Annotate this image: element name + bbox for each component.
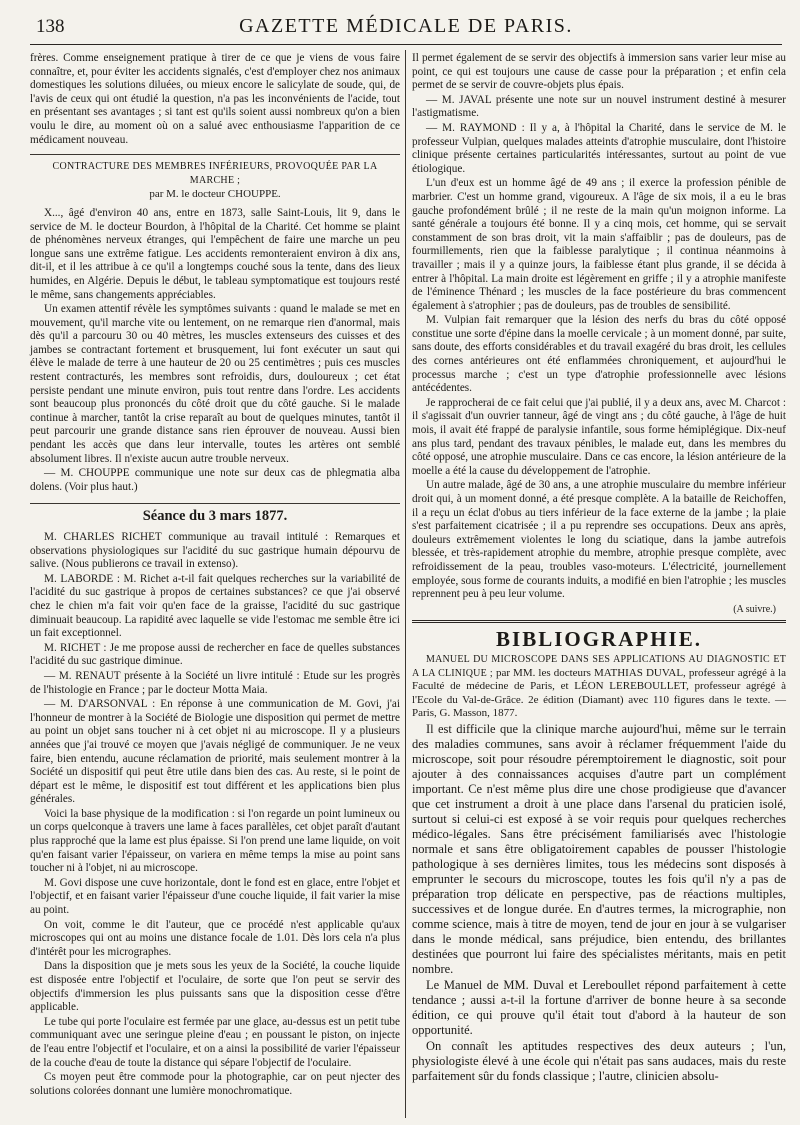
section-divider: [412, 620, 786, 623]
bibliography-entry: [412, 653, 786, 721]
to-be-continued: (A suivre.): [733, 603, 776, 615]
paragraph: M. CHARLES RICHET communique au travail intitulé : Remarques et observations physiologiques sur l'acidité du suc gastrique humain dépourvu de salive. (Nous publierons ce travail in extenso).: [30, 531, 400, 571]
left-column: [30, 52, 400, 1099]
article-byline: par M. le docteur CHOUPPE.: [149, 188, 281, 201]
paragraph: Il permet également de se servir des objectifs à immersion sans varier leur mise au point, ce qui est toujours une cause de casse pour la préparation ; et enfin cela permet de se servir de couvre-objets plus épais.: [412, 52, 786, 92]
paragraph: Dans la disposition que je mets sous les yeux de la Société, la couche liquide est disposée entre l'objectif et l'oculaire, de sorte que l'on peut se servir des objectifs d'immersion les plus puissants sans que la disposition cesse d'être applicable.: [30, 960, 400, 1014]
column-rule: [405, 50, 406, 1118]
paragraph: — M. CHOUPPE communique une note sur deux cas de phlegmatia alba dolens. (Voir plus haut.): [30, 467, 400, 493]
paragraph: Un autre malade, âgé de 30 ans, a une atrophie musculaire du membre inférieur droit qui, à un moment donné, a été presque complète. A la bataille de Reichoffen, il a reçu un éclat d'obus au tiers inférieur de la face externe de la jambe ; la plaie s'est parfaitement cicatrisée ; il a pu reprendre ses occupations. Deux ans après, douleurs extrêmement violentes le long du sciatique, dans la jambe autrefois blessée, et très-rapidement atrophie du membre, atrophie presque complète, avec refroidissement de la peau, troubles vaso-moteurs. L'électricité, journellement employée, sous forme de courants induits, a modifié en bien l'atrophie ; les muscles reprennent peu à peu leur volume.: [412, 479, 786, 601]
book-title: MANUEL DU MICROSCOPE DANS SES APPLICATIONS AU DIAGNOSTIC ET A LA CLINIQUE ;: [412, 653, 786, 679]
paragraph: On voit, comme le dit l'auteur, que ce procédé n'est applicable qu'aux microscopes qui ont au moins une distance focale de 1.01. Dès lors cela n'a plus d'intérêt pour les micrographes.: [30, 918, 400, 958]
paragraph: — M. D'ARSONVAL : En réponse à une communication de M. Govi, j'ai l'honneur de montrer à la Société de Biologie une disposition qui permet de mettre au point un objet sans toucher ni à cet objet ni au microscope. Il y a plusieurs années que j'ai trouvé ce moyen que j'avais négligé de communiquer. Je ne veux faire, bien entendu, aucune réclamation de priorité, mais seulement montrer à la Société un dispositif qui peut être utile dans bien des cas. Au reste, si le point de départ est le même, le dispositif est tout différent et les applications bien plus générales.: [30, 698, 400, 806]
paragraph: M. RICHET : Je me propose aussi de rechercher en face de quelles substances l'acidité du suc gastrique diminue.: [30, 641, 400, 668]
paragraph: Il est difficile que la clinique marche aujourd'hui, même sur le terrain des maladies communes, sans avoir à réclamer fréquemment l'aide du microscope, soit pour résoudre péremptoirement le diagnostic, soit pour ajouter à des connaissances acquises d'autre part un complément important. Ce n'est même plus dire une chose prodigieuse que d'avancer que cet instrument a droit à une place dans l'arsenal du praticien isolé, surtout si celui-ci est exposé à se voir requis pour quelques recherches médico-légales. Sans être précisément familiarisés avec l'histologie normale et sans être obligatoirement capables de pousser l'histologie pathologique à ses dernières limites, tous les médecins sont disposés à emprunter le secours du microscope, toutes les fois qu'il n'y a pas de préparation trop délicate en perspective, pas de réactions multiples, successives et de longue durée. En d'autres termes, la micrographie, non comme science, mais à titre de moyen, tend de jour en jour à se vulgariser dans le monde médical, sans préjudice, bien entendu, des brillantes destinées que pourront lui faire des spécialistes méritants, mais en petit nombre.: [412, 721, 786, 976]
paragraph: M. Govi dispose une cuve horizontale, dont le fond est en glace, entre l'objet et l'objectif, et en faisant varier l'épaisseur d'une couche liquide, il fait varier la mise au point.: [30, 876, 400, 917]
paragraph: Un examen attentif révèle les symptômes suivants : quand le malade se met en mouvement, qu'il marche vite ou lentement, on ne remarque rien d'anormal, mais dès qu'il a parcouru 30 ou 40 mètres, les muscles extenseurs des cuisses et des jambes se contractant fortement et brusquement, lui font exécuter un saut qui élève le malade de terre à une hauteur de 20 ou 25 centimètres ; puis ces muscles restent contracturés, les membres sont refroidis, durs, douloureux ; cet état persiste pendant une minute environ, puis tout rentre dans l'ordre. Les accidents sont beaucoup plus prononcés du côté droit que du côté gauche. Si le malade continue à marcher, tantôt la crise reparaît au bout de quelques minutes, tantôt il peut parcourir une grande distance sans rien éprouver de nouveau. Aussi bien pendant les accès que dans leur intervalle, toutes les artères ont semblé absolument libres. Il n'existe aucun autre trouble nerveux.: [30, 303, 400, 465]
session-heading: Séance du 3 mars 1877.: [30, 503, 400, 524]
paragraph: Cs moyen peut être commode pour la photographie, car on peut njecter des solutions colorées donnant une lumière monochromatique.: [30, 1071, 400, 1097]
paragraph: L'un d'eux est un homme âgé de 49 ans ; il exerce la profession pénible de marbrier. C'est un homme grand, vigoureux. A l'âge de six mois, il a eu le bras gauche profondément brûlé ; il ne reste de la main qu'un moignon informe. La santé générale a toujours été bonne. Il y a cinq mois, cet homme, qui se servait constamment de son bras droit, vit la main s'affaiblir ; pas de douleurs, pas de fourmillements, rien que la faiblesse paralytique ; il continua néanmoins à travailler ; mais il y a quinze jours, la faiblesse étant plus grande, il se décida à entrer à l'hôpital. La main droite est légèrement en griffe ; il y a atrophie manifeste de l'éminence Thénard ; les muscles de la face postérieure du bras commencent également à s'atrophier ; pas de douleurs, pas de troubles de sensibilité.: [412, 177, 786, 312]
journal-title: GAZETTE MÉDICALE DE PARIS.: [239, 15, 573, 37]
right-column: [412, 52, 786, 1085]
paragraph: Le tube qui porte l'oculaire est fermée par une glace, au-dessus est un petit tube communiquant avec une seringue pleine d'eau ; en poussant le piston, on injecte de l'eau entre l'objectif et l'oculaire, et on a ainsi la possibilité de varier l'épaisseur de la couche d'eau de toute la distance qui sépare l'objectif de l'oculaire.: [30, 1015, 400, 1069]
page-header: [30, 10, 782, 45]
paragraph: M. Vulpian fait remarquer que la lésion des nerfs du bras du côté opposé constitue une sorte d'épine dans la moelle cervicale ; à un moment donné, par suite, sans doute, des efforts considérables et du travail exagéré du bras droit, les cellules des cornes antérieures ont été enflammées chroniquement, et aujourd'hui le processus marche ; c'est un type d'atrophie professionnelle avec lésions antécédentes.: [412, 314, 786, 395]
paragraph: — M. RENAUT présente à la Société un livre intitulé : Etude sur les progrès de l'histologie en France ; par le docteur Motta Maia.: [30, 669, 400, 696]
article-title: CONTRACTURE DES MEMBRES INFÉRIEURS, PROVOQUÉE PAR LA MARCHE ;: [30, 154, 400, 187]
paragraph: Je rapprocherai de ce fait celui que j'ai publié, il y a deux ans, avec M. Charcot : il s'agissait d'un ouvrier tanneur, âgé de vingt ans ; du côté gauche, à l'âge de huit mois, il avait été frappé de paralysie infantile, sous forme hémiplégique. Dix-neuf ans plus tard, pendant des travaux pénibles, le malade eut, dans les membres du côté opposé, une atrophie musculaire. Dans ce cas encore, la lésion antérieure de la moelle a été la cause du développement de l'atrophie.: [412, 396, 786, 477]
paragraph: M. LABORDE : M. Richet a-t-il fait quelques recherches sur la variabilité de l'acidité du suc gastrique à propos de certaines substances? ce que j'ai observé chez le chien m'a fait voir qu'en face de la graisse, l'acidité du suc gastrique diminuait beaucoup. La rapidité avec laquelle se vide l'estomac me semble être ici un fait exceptionnel.: [30, 572, 400, 640]
paragraph: X..., âgé d'environ 40 ans, entre en 1873, salle Saint-Louis, lit 9, dans le service de M. le docteur Bourdon, à l'hôpital de la Charité. Cet homme se plaint de phénomènes nerveux étranges, qui l'empêchent de faire une marche un peu longue sans une extrême fatigue. Les accidents remonteraient environ à dix ans, dit-il, et il les attribue à ce qu'il a longtemps couché sous la tente, dans des lieux humides, en Algérie. Depuis le début, le tableau symptomatique est toujours resté le même, sans changements appréciables.: [30, 206, 400, 301]
page-number: 138: [36, 16, 65, 37]
paragraph: — M. JAVAL présente une note sur un nouvel instrument destiné à mesurer l'astigmatisme.: [412, 93, 786, 120]
book-details: par MM. les docteurs MATHIAS DUVAL, professeur agrégé à la Faculté de médecine de Paris, et LÉON LEREBOULLET, professeur agrégé à l'Ecole du Val-de-Grâce. 2e édition (Diamant) avec 110 figures dans le texte. — Paris, G. Masson, 1877.: [412, 666, 786, 720]
paragraph: Voici la base physique de la modification : si l'on regarde un point lumineux ou un corps quelconque à travers une lame à faces parallèles, cet objet paraît d'autant plus rapproché que la lame est plus épaisse. Si l'on prend une lame liquide, on voit qu'en faisant varier l'épaisseur, on variera en même temps la mise au point sans toucher ni à l'objet, ni au microscope.: [30, 807, 400, 875]
bibliography-heading: BIBLIOGRAPHIE.: [496, 627, 702, 652]
paragraph: — M. RAYMOND : Il y a, à l'hôpital la Charité, dans le service de M. le professeur Vulpian, quelques malades atteints d'atrophie musculaire, dont l'histoire clinique présente certaines particularités intéressantes, surtout au point de vue étiologique.: [412, 121, 786, 175]
paragraph: frères. Comme enseignement pratique à tirer de ce que je viens de vous faire connaître, et, pour éviter les accidents signalés, c'est d'employer chez nos animaux domestiques les solutions diluées, ou mieux encore le salicylate de soude, qui, de l'avis de ceux qui ont étudié la question, n'a pas les inconvénients de l'acide, tout en présentant ses avantages ; si tant est qu'ils soient aussi nombreux qu'on a bien voulu le dire, au moment où on a salué avec enthousiasme l'apparition de ce médicament nouveau.: [30, 52, 400, 146]
paragraph: Le Manuel de MM. Duval et Lereboullet répond parfaitement à cette tendance ; aussi a-t-il la fortune d'arriver de bonne heure à sa seconde édition, ce qui prouve qu'il était tout d'abord à la hauteur de son opportunité.: [412, 977, 786, 1037]
paragraph: On connaît les aptitudes respectives des deux auteurs ; l'un, physiologiste élevé à une école qui n'était pas sans audaces, mais du reste parfaitement sûr du fonds classique ; l'autre, clinicien absolu-: [412, 1038, 786, 1083]
